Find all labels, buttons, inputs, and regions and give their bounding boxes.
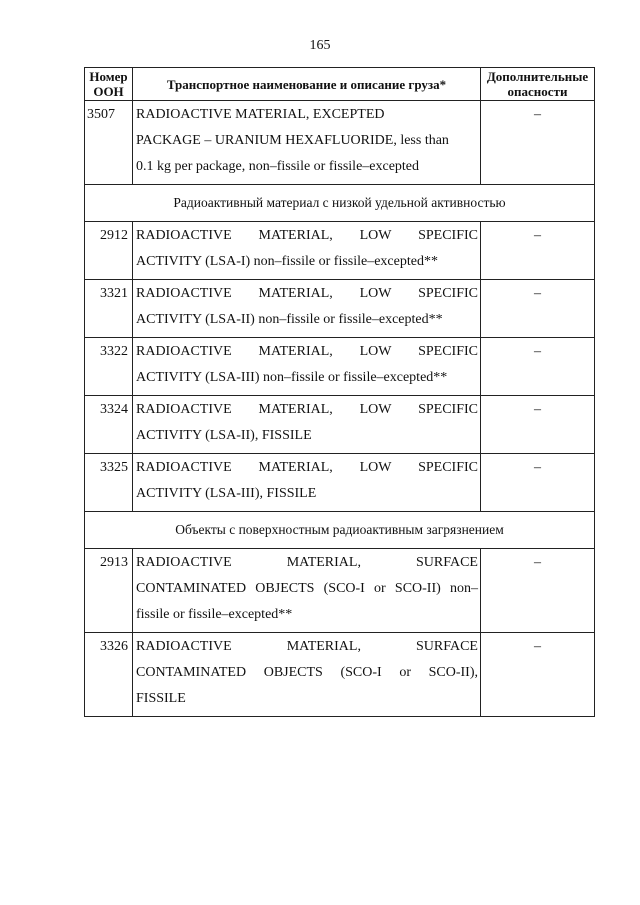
description-cell: [133, 633, 481, 717]
description-line: CONTAMINATED OBJECTS (SCO-I or SCO-II),: [136, 665, 478, 680]
description-line: fissile or fissile–excepted**: [136, 607, 293, 622]
description-line: ACTIVITY (LSA-II) non–fissile or fissile–excepted**: [136, 312, 443, 327]
description-line: ACTIVITY (LSA-III) non–fissile or fissile–excepted**: [136, 370, 448, 385]
description-line: 0.1 kg per package, non–fissile or fissile–excepted: [136, 159, 420, 174]
table-row: [85, 222, 595, 280]
hazard-cell: –: [481, 549, 595, 633]
hazard-cell: –: [481, 396, 595, 454]
table-header-row: [85, 68, 595, 101]
description-cell: [133, 549, 481, 633]
description-cell: [133, 101, 481, 185]
dangerous-goods-table: [84, 67, 595, 717]
description-line: RADIOACTIVE MATERIAL, EXCEPTED: [136, 107, 385, 122]
description-line: RADIOACTIVE MATERIAL, LOW SPECIFIC: [136, 228, 478, 243]
header-un-number: [85, 68, 133, 101]
header-un-number-line1: Номер: [89, 69, 128, 84]
header-hazards-line2: опасности: [507, 84, 568, 99]
table-row: [85, 338, 595, 396]
table-row: [85, 101, 595, 185]
description-cell: [133, 396, 481, 454]
hazard-cell: –: [481, 280, 595, 338]
un-number-cell: 3324: [85, 396, 133, 454]
description-line: ACTIVITY (LSA-I) non–fissile or fissile–excepted**: [136, 254, 438, 269]
hazard-cell: –: [481, 101, 595, 185]
description-line: RADIOACTIVE MATERIAL, SURFACE: [136, 555, 478, 570]
description-line: RADIOACTIVE MATERIAL, LOW SPECIFIC: [136, 402, 478, 417]
description-cell: [133, 454, 481, 512]
description-line: RADIOACTIVE MATERIAL, LOW SPECIFIC: [136, 286, 478, 301]
description-cell: [133, 338, 481, 396]
hazard-cell: –: [481, 454, 595, 512]
description-cell: [133, 280, 481, 338]
un-number-cell: 3326: [85, 633, 133, 717]
un-number-cell: 3325: [85, 454, 133, 512]
description-line: FISSILE: [136, 691, 186, 706]
description-line: RADIOACTIVE MATERIAL, SURFACE: [136, 639, 478, 654]
page-number: 165: [309, 38, 331, 53]
header-additional-hazards: [481, 68, 595, 101]
section-row: [85, 185, 595, 222]
un-number-cell: 3321: [85, 280, 133, 338]
table-row: [85, 396, 595, 454]
description-cell: [133, 222, 481, 280]
description-line: RADIOACTIVE MATERIAL, LOW SPECIFIC: [136, 460, 478, 475]
un-number-cell: 3507: [85, 101, 133, 185]
header-un-number-line2: ООН: [93, 84, 124, 99]
table-row: [85, 454, 595, 512]
table-row: [85, 549, 595, 633]
section-heading: Радиоактивный материал с низкой удельной активностью: [85, 185, 595, 222]
table-row: [85, 633, 595, 717]
description-line: RADIOACTIVE MATERIAL, LOW SPECIFIC: [136, 344, 478, 359]
header-hazards-line1: Дополнительные: [486, 69, 589, 84]
table-row: [85, 280, 595, 338]
description-line: PACKAGE – URANIUM HEXAFLUORIDE, less than: [136, 133, 449, 148]
hazard-cell: –: [481, 633, 595, 717]
header-description: Транспортное наименование и описание груза*: [133, 68, 481, 101]
un-number-cell: 3322: [85, 338, 133, 396]
un-number-cell: 2912: [85, 222, 133, 280]
un-number-cell: 2913: [85, 549, 133, 633]
section-row: [85, 512, 595, 549]
section-heading: Объекты с поверхностным радиоактивным загрязнением: [85, 512, 595, 549]
hazard-cell: –: [481, 222, 595, 280]
description-line: CONTAMINATED OBJECTS (SCO-I or SCO-II) non–: [136, 581, 478, 596]
hazard-cell: –: [481, 338, 595, 396]
description-line: ACTIVITY (LSA-II), FISSILE: [136, 428, 312, 443]
description-line: ACTIVITY (LSA-III), FISSILE: [136, 486, 317, 501]
